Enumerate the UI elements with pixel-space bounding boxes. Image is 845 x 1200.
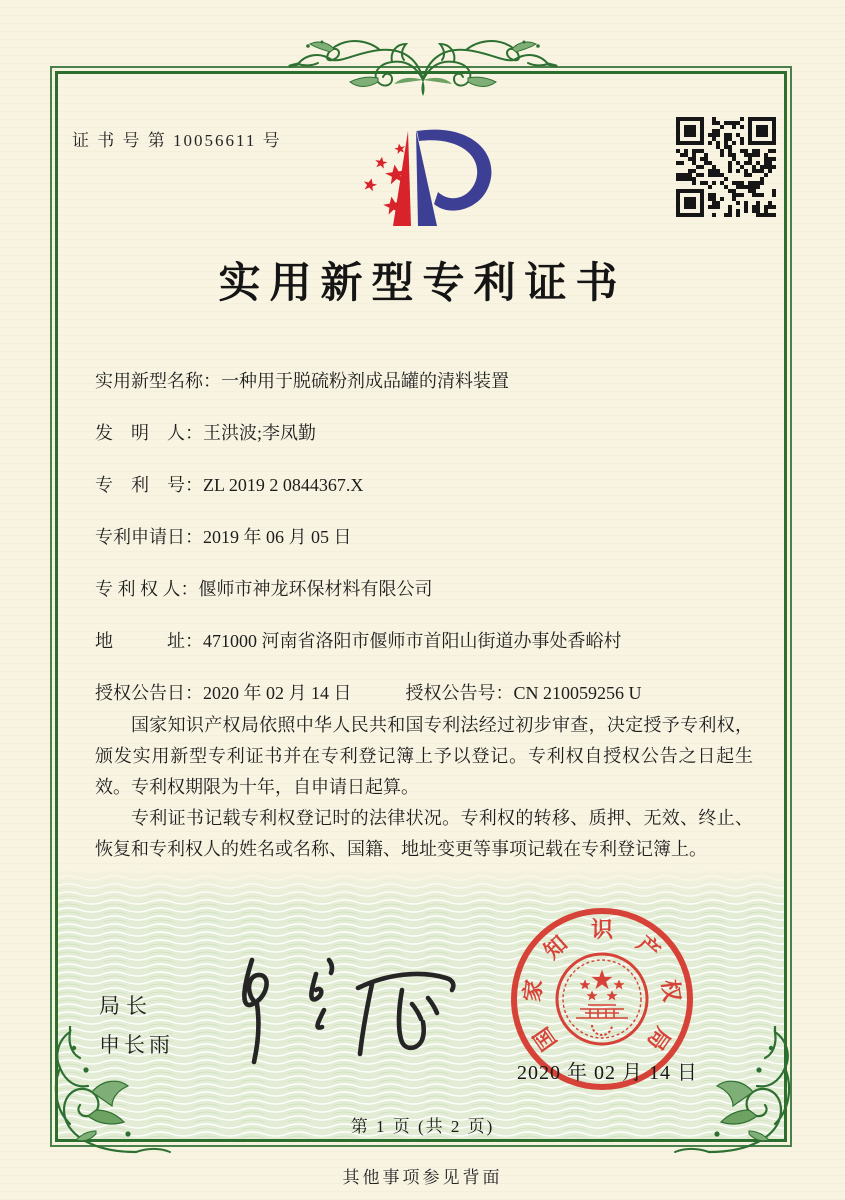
seal-char: 知 bbox=[538, 930, 573, 965]
seal-char: 产 bbox=[631, 930, 666, 965]
field-label: 地 址： bbox=[95, 631, 203, 651]
cnipa-patent-logo-icon bbox=[337, 118, 527, 238]
field-patent-number bbox=[95, 472, 765, 524]
field-label: 专 利 号： bbox=[95, 475, 203, 495]
seal-date: 2020 年 02 月 14 日 bbox=[517, 1062, 698, 1084]
commissioner-title: 局长 bbox=[99, 994, 153, 1018]
seal-char: 权 bbox=[657, 978, 685, 1003]
national-emblem-icon bbox=[557, 954, 647, 1044]
field-address bbox=[95, 628, 765, 680]
legal-paragraph-2: 专利证书记载专利权登记时的法律状况。专利权的转移、质押、无效、终止、恢复和专利权人的姓名或名称、国籍、地址变更等事项记载在专利登记簿上。 bbox=[95, 808, 753, 859]
handwritten-signature-icon bbox=[212, 948, 470, 1072]
seal-char: 家 bbox=[519, 978, 547, 1003]
field-value: CN 210059256 U bbox=[513, 683, 642, 703]
page-number: 第 1 页 (共 2 页) bbox=[350, 1117, 495, 1136]
seal-char: 国 bbox=[528, 1022, 562, 1056]
seal-char: 局 bbox=[642, 1022, 676, 1056]
certificate-fields bbox=[95, 368, 765, 732]
field-value: 一种用于脱硫粉剂成品罐的清料装置 bbox=[221, 371, 509, 391]
top-flourish-ornament bbox=[288, 36, 558, 100]
field-inventor bbox=[95, 420, 765, 472]
field-label: 授权公告号： bbox=[405, 683, 514, 703]
seal-char: 识 bbox=[590, 917, 614, 942]
field-value: 2019 年 06 月 05 日 bbox=[203, 527, 352, 547]
certificate-number: 证 书 号 第 10056611 号 bbox=[72, 131, 282, 150]
footer-note: 其他事项参见背面 bbox=[342, 1168, 503, 1187]
field-patentee bbox=[95, 576, 765, 628]
field-application-date bbox=[95, 524, 765, 576]
field-value: 偃师市神龙环保材料有限公司 bbox=[198, 579, 433, 599]
certificate-title: 实用新型专利证书 bbox=[218, 261, 627, 307]
field-label: 专利申请日： bbox=[95, 527, 203, 547]
field-value: 471000 河南省洛阳市偃师市首阳山街道办事处香峪村 bbox=[203, 631, 622, 651]
field-value: 王洪波;李凤勤 bbox=[203, 423, 317, 443]
qr-code-icon bbox=[676, 117, 776, 217]
legal-text bbox=[95, 710, 753, 865]
field-value: ZL 2019 2 0844367.X bbox=[203, 475, 364, 495]
field-value: 2020 年 02 月 14 日 bbox=[203, 683, 352, 703]
field-utility-model-name bbox=[95, 368, 765, 420]
legal-paragraph-1: 国家知识产权局依照中华人民共和国专利法经过初步审查，决定授予专利权，颁发实用新型专利证书并在专利登记簿上予以登记。专利权自授权公告之日起生效。专利权期限为十年，自申请日起算。 bbox=[95, 715, 753, 797]
field-label: 授权公告日： bbox=[95, 683, 203, 703]
field-label: 实用新型名称： bbox=[95, 371, 221, 391]
field-label: 发 明 人： bbox=[95, 423, 203, 443]
field-label: 专 利 权 人： bbox=[95, 579, 199, 599]
commissioner-name: 申长雨 bbox=[99, 1033, 174, 1057]
